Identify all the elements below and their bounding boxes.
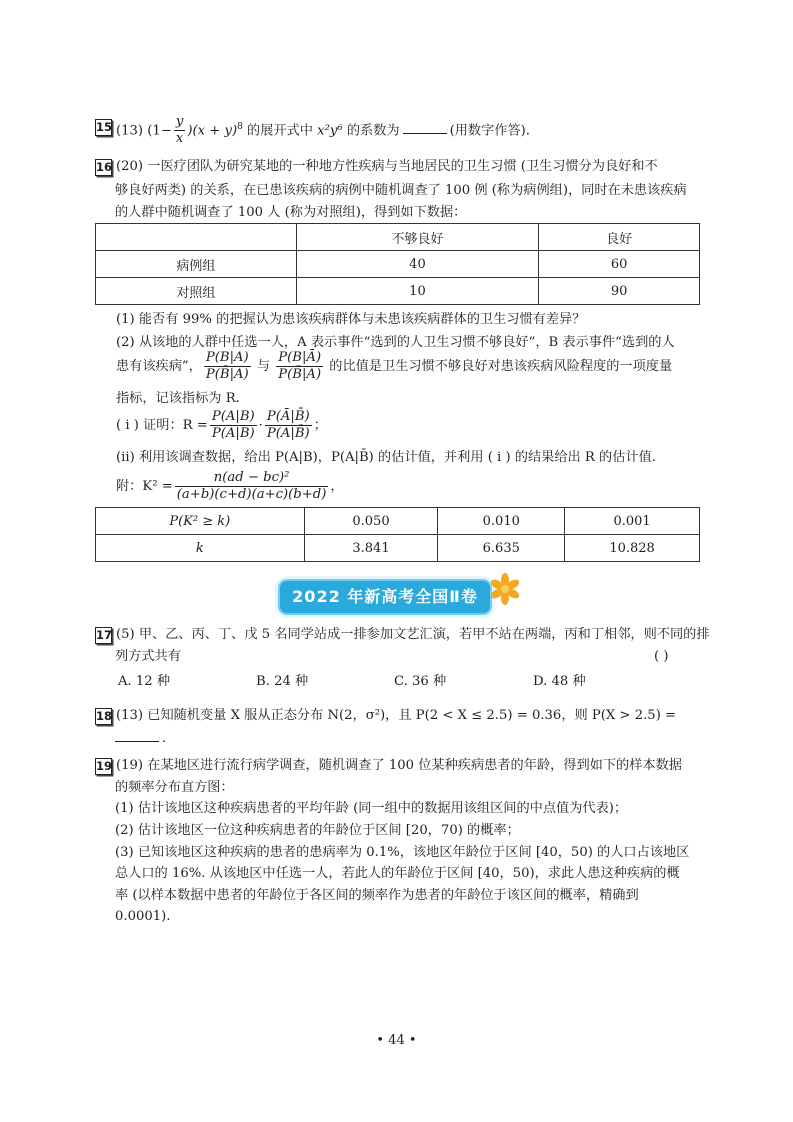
choice-b: B. 24 种 (256, 674, 309, 689)
table-cell: P(K² ≥ k) (96, 508, 305, 535)
table-cell (96, 224, 297, 251)
table-row (96, 224, 700, 251)
q16-part-2-line: (2) 从该地的人群中任选一人，A 表示事件“选到的人卫生习惯不够良好”，B 表示事件“选到的人 (116, 335, 675, 350)
q19-line: 0.0001). (115, 909, 171, 924)
fraction: $\frac{P(B|Ā)}{P(B̄|Ā)}$ (278, 350, 322, 382)
table-cell: 60 (539, 251, 700, 278)
table-cell: 10 (296, 278, 539, 305)
table-row (96, 251, 700, 278)
q16-part-1: (1) 能否有 99% 的把握认为患该疾病群体与未患该疾病群体的卫生习惯有差异？ (116, 312, 586, 327)
fraction: $\frac{P(B|A)}{P(B̄|A)}$ (205, 350, 249, 382)
fraction-k-squared: $\frac{\text{n(ad − bc)²}}{(a+b)(c+d)(a+c)(b+d)}$ (176, 470, 327, 502)
answer-blank (115, 729, 159, 742)
q16-stem-line: 够良好两类) 的关系，在已患该疾病的病例中随机调查了 100 例 (称为病例组)，同时在未患该疾病 (115, 183, 687, 198)
question-number-19: 19 (96, 759, 113, 773)
fraction-y-over-x: $\frac{y}{x}$ (175, 114, 184, 147)
q16-appendix: 附：K² = $\frac{\text{n(ad − bc)²}}{(a+b)(c+d)(a+c)(b+d)}$ ， (116, 470, 344, 502)
q17-stem-line: (5) 甲、乙、丙、丁、戊 5 名同学站成一排参加文艺汇演，若甲不站在两端，丙和丁相邻，则不同的排 (116, 627, 710, 642)
q16-sub-i: ( i ) 证明：R = $\frac{P(A|B)}{P(Ā|B)}$ · $\frac{P(Ā|B̄)}{P(A|B̄)}$ ； (116, 409, 327, 441)
q16-part-2-line: 指标，记该指标为 R. (116, 391, 240, 406)
page-number: • 44 • (376, 1033, 417, 1048)
table-row (96, 278, 700, 305)
table-cell: 不够良好 (296, 224, 539, 251)
fraction: $\frac{P(A|B)}{P(Ā|B)}$ (211, 409, 255, 441)
table-cell: 90 (539, 278, 700, 305)
question-number-16: 16 (96, 160, 113, 174)
choice-a: A. 12 种 (118, 674, 171, 689)
q19-line: (3) 已知该地区这种疾病的患者的患病率为 0.1%，该地区年龄位于区间 [40，50) 的人口占该地区 (115, 845, 690, 860)
fraction: $\frac{P(Ā|B̄)}{P(A|B̄)}$ (266, 409, 310, 441)
table-cell: 6.635 (438, 535, 565, 562)
q19-line: (1) 估计该地区这种疾病患者的平均年龄 (同一组中的数据用该组区间的中点值为代表)； (115, 801, 628, 816)
q19-line: (2) 估计该地区一位这种疾病患者的年龄位于区间 [20，70) 的概率； (115, 823, 520, 838)
table-cell: 良好 (539, 224, 700, 251)
q18-stem-line: (13) 已知随机变量 X 服从正态分布 N(2，σ²)，且 P(2 < X ≤ 2.5) = 0.36，则 P(X > 2.5) = (116, 708, 677, 723)
table-cell: 10.828 (565, 535, 700, 562)
table-cell: 0.050 (304, 508, 438, 535)
answer-blank (403, 121, 447, 134)
section-banner: 2022 年新高考全国Ⅱ卷 (278, 579, 492, 615)
table-cell: 3.841 (304, 535, 438, 562)
question-number-15: 15 (96, 120, 113, 134)
question-number-18: 18 (96, 709, 113, 723)
flower-icon (488, 572, 522, 606)
q18-answer-line: . (115, 729, 166, 749)
q17-stem-line: 列方式共有 (115, 649, 181, 664)
table-row (96, 508, 700, 535)
table-cell: 40 (296, 251, 539, 278)
q16-data-table (95, 223, 700, 305)
answer-parentheses: ( ) (654, 649, 669, 664)
table-cell: 0.010 (438, 508, 565, 535)
exponent: 8 (237, 122, 243, 132)
score-label: (13) (116, 123, 144, 139)
q19-line: (19) 在某地区进行流行病学调查，随机调查了 100 位某种疾病患者的年龄，得到如下的样本数据 (116, 758, 682, 773)
table-cell: 对照组 (96, 278, 297, 305)
q19-line: 的频率分布直方图： (115, 780, 234, 795)
table-cell: k (96, 535, 305, 562)
expr-part: )(x + y) (187, 123, 238, 139)
q16-k-table (95, 507, 700, 562)
table-cell: 病例组 (96, 251, 297, 278)
q16-stem-line: (20) 一医疗团队为研究某地的一种地方性疾病与当地居民的卫生习惯 (卫生习惯分为良好和不 (116, 159, 658, 174)
term: x²y⁶ (317, 123, 343, 139)
choice-c: C. 36 种 (394, 674, 447, 689)
table-cell: 0.001 (565, 508, 700, 535)
q19-line: 总人口的 16%. 从该地区中任选一人，若此人的年龄位于区间 [40，50)，求此人患这种疾病的概 (115, 866, 680, 881)
q16-sub-ii: (ii) 利用该调查数据，给出 P(A|B)，P(A|B̄) 的估计值，并利用 ( i ) 的结果给出 R 的估计值. (116, 450, 656, 465)
table-row (96, 535, 700, 562)
question-15: (13) (1− $\frac{y}{x}$ )$(x + y)^8$ 的展开式中 x²y⁶ 的系数为 (用数字作答). (116, 114, 530, 147)
q16-part-2-fractions: 患有该疾病”， $\frac{P(B|A)}{P(B̄|A)}$ 与 $\frac{P(B|Ā)}{P(B̄|Ā)}$ 的比值是卫生习惯不够良好对患该疾病风险程度的一项度量 (116, 350, 673, 382)
choice-d: D. 48 种 (533, 674, 586, 689)
question-number-17: 17 (96, 628, 113, 642)
q16-stem-line: 的人群中随机调查了 100 人 (称为对照组)，得到如下数据： (115, 205, 467, 220)
expr-part: (1− (147, 123, 172, 139)
q19-line: 率 (以样本数据中患者的年龄位于各区间的频率作为患者的年龄位于该区间的概率，精确到 (115, 888, 639, 903)
